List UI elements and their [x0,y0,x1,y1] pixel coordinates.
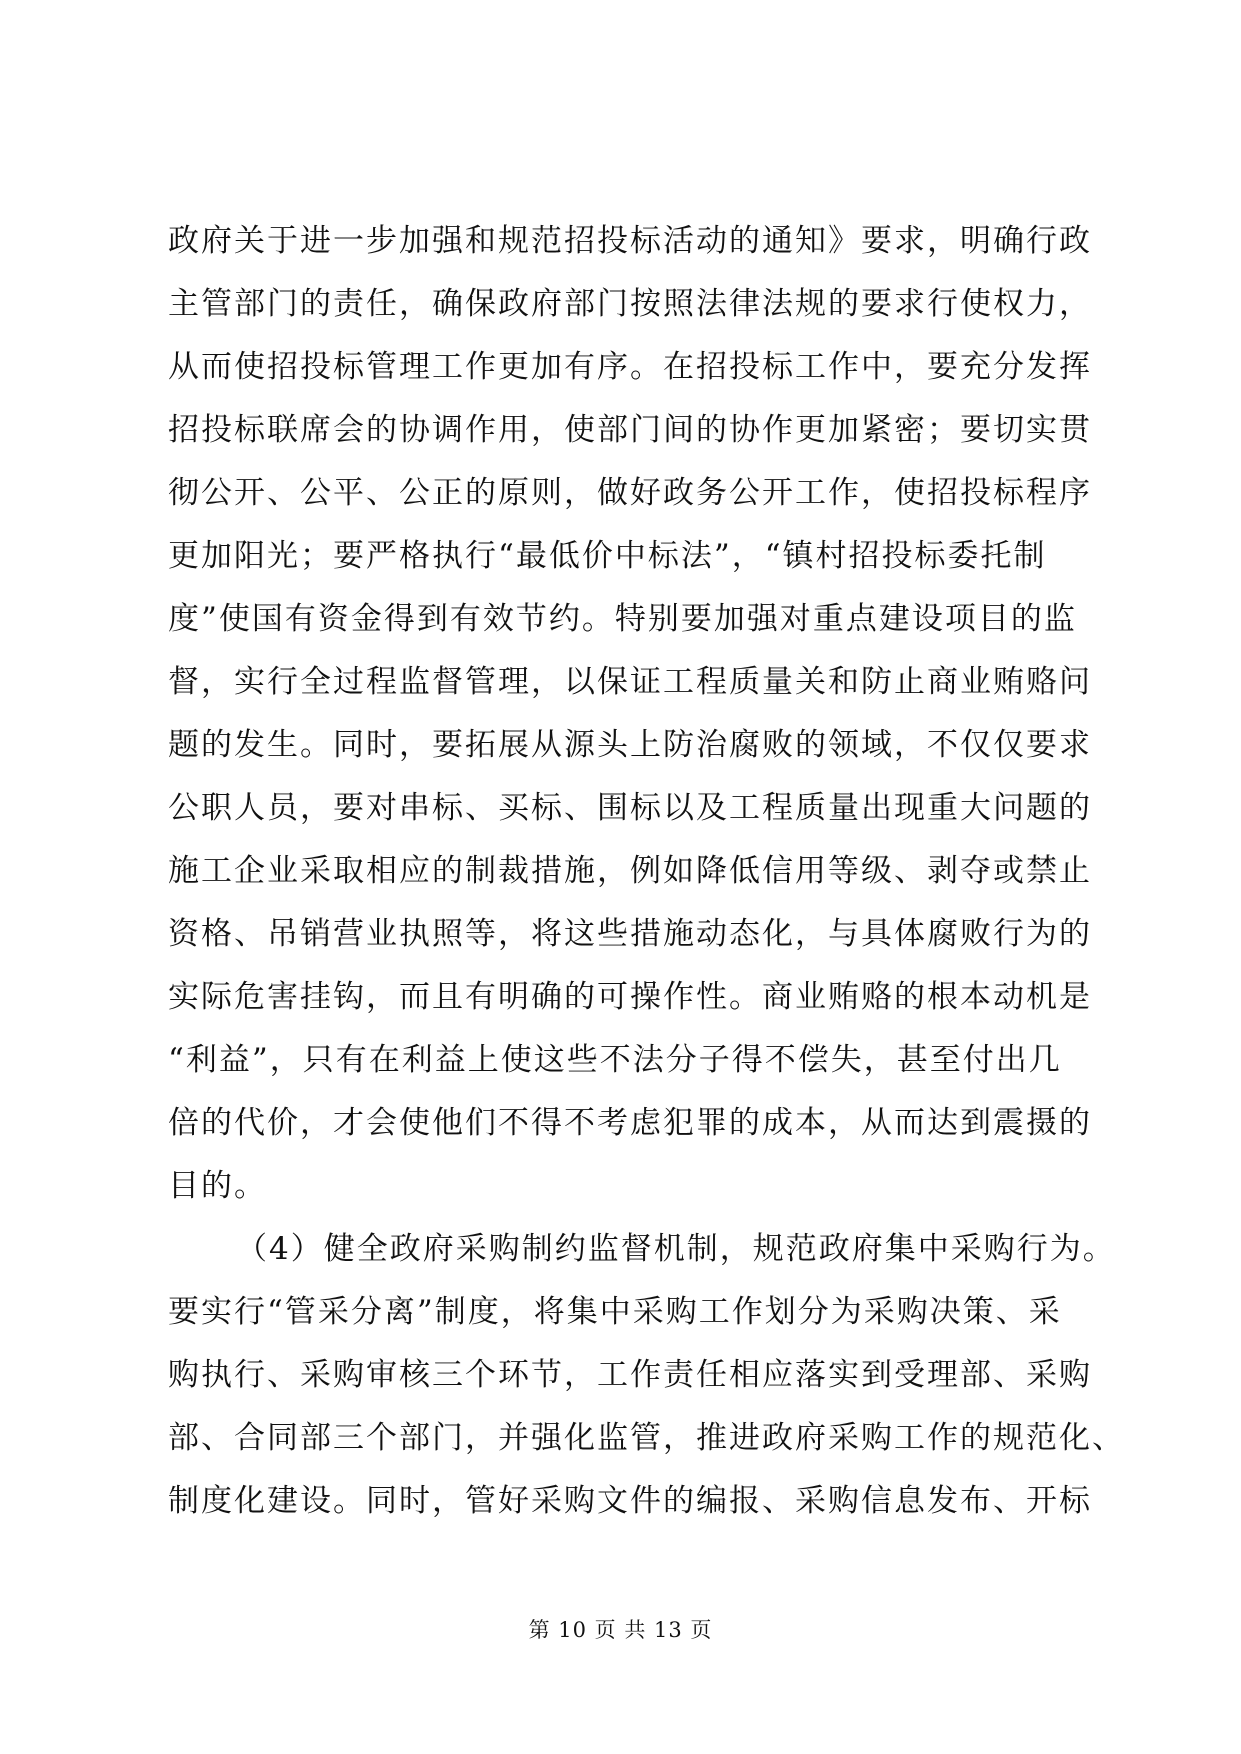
text-line: 制度化建设。同时，管好采购文件的编报、采购信息发布、开标 [168,1483,1092,1519]
text-line: 更加阳光；要严格执行“最低价中标法”，“镇村招投标委托制 [168,538,1047,574]
text-line: 主管部门的责任，确保政府部门按照法律法规的要求行使权力， [168,286,1092,322]
text-line: 公职人员，要对串标、买标、围标以及工程质量出现重大问题的 [168,790,1092,826]
text-line: 购执行、采购审核三个环节，工作责任相应落实到受理部、采购 [168,1357,1092,1393]
text-line: 部、合同部三个部门，并强化监管，推进政府采购工作的规范化、 [168,1420,1125,1456]
text-line: 施工企业采取相应的制裁措施，例如降低信用等级、剥夺或禁止 [168,853,1092,889]
text-line: “利益”，只有在利益上使这些不法分子得不偿失，甚至付出几 [168,1042,1062,1078]
text-line: 督，实行全过程监督管理，以保证工程质量关和防止商业贿赂问 [168,664,1092,700]
text-line: 题的发生。同时，要拓展从源头上防治腐败的领域，不仅仅要求 [168,727,1092,763]
text-line: 政府关于进一步加强和规范招投标活动的通知》要求，明确行政 [168,223,1092,259]
text-line: 要实行“管采分离”制度，将集中采购工作划分为采购决策、采 [168,1294,1062,1330]
text-line: 招投标联席会的协调作用，使部门间的协作更加紧密；要切实贯 [168,412,1092,448]
page-number-footer: 第 10 页 共 13 页 [528,1618,713,1642]
text-line: 倍的代价，才会使他们不得不考虑犯罪的成本，从而达到震摄的 [168,1105,1092,1141]
text-line: 度”使国有资金得到有效节约。特别要加强对重点建设项目的监 [168,601,1077,637]
paragraph-start-line: （4）健全政府采购制约监督机制，规范政府集中采购行为。 [236,1231,1116,1267]
text-line: 从而使招投标管理工作更加有序。在招投标工作中，要充分发挥 [168,349,1092,385]
text-line: 资格、吊销营业执照等，将这些措施动态化，与具体腐败行为的 [168,916,1092,952]
text-line: 目的。 [168,1168,267,1204]
text-line: 实际危害挂钩，而且有明确的可操作性。商业贿赂的根本动机是 [168,979,1092,1015]
text-line: 彻公开、公平、公正的原则，做好政务公开工作，使招投标程序 [168,475,1092,511]
body-text [168,210,1125,1533]
